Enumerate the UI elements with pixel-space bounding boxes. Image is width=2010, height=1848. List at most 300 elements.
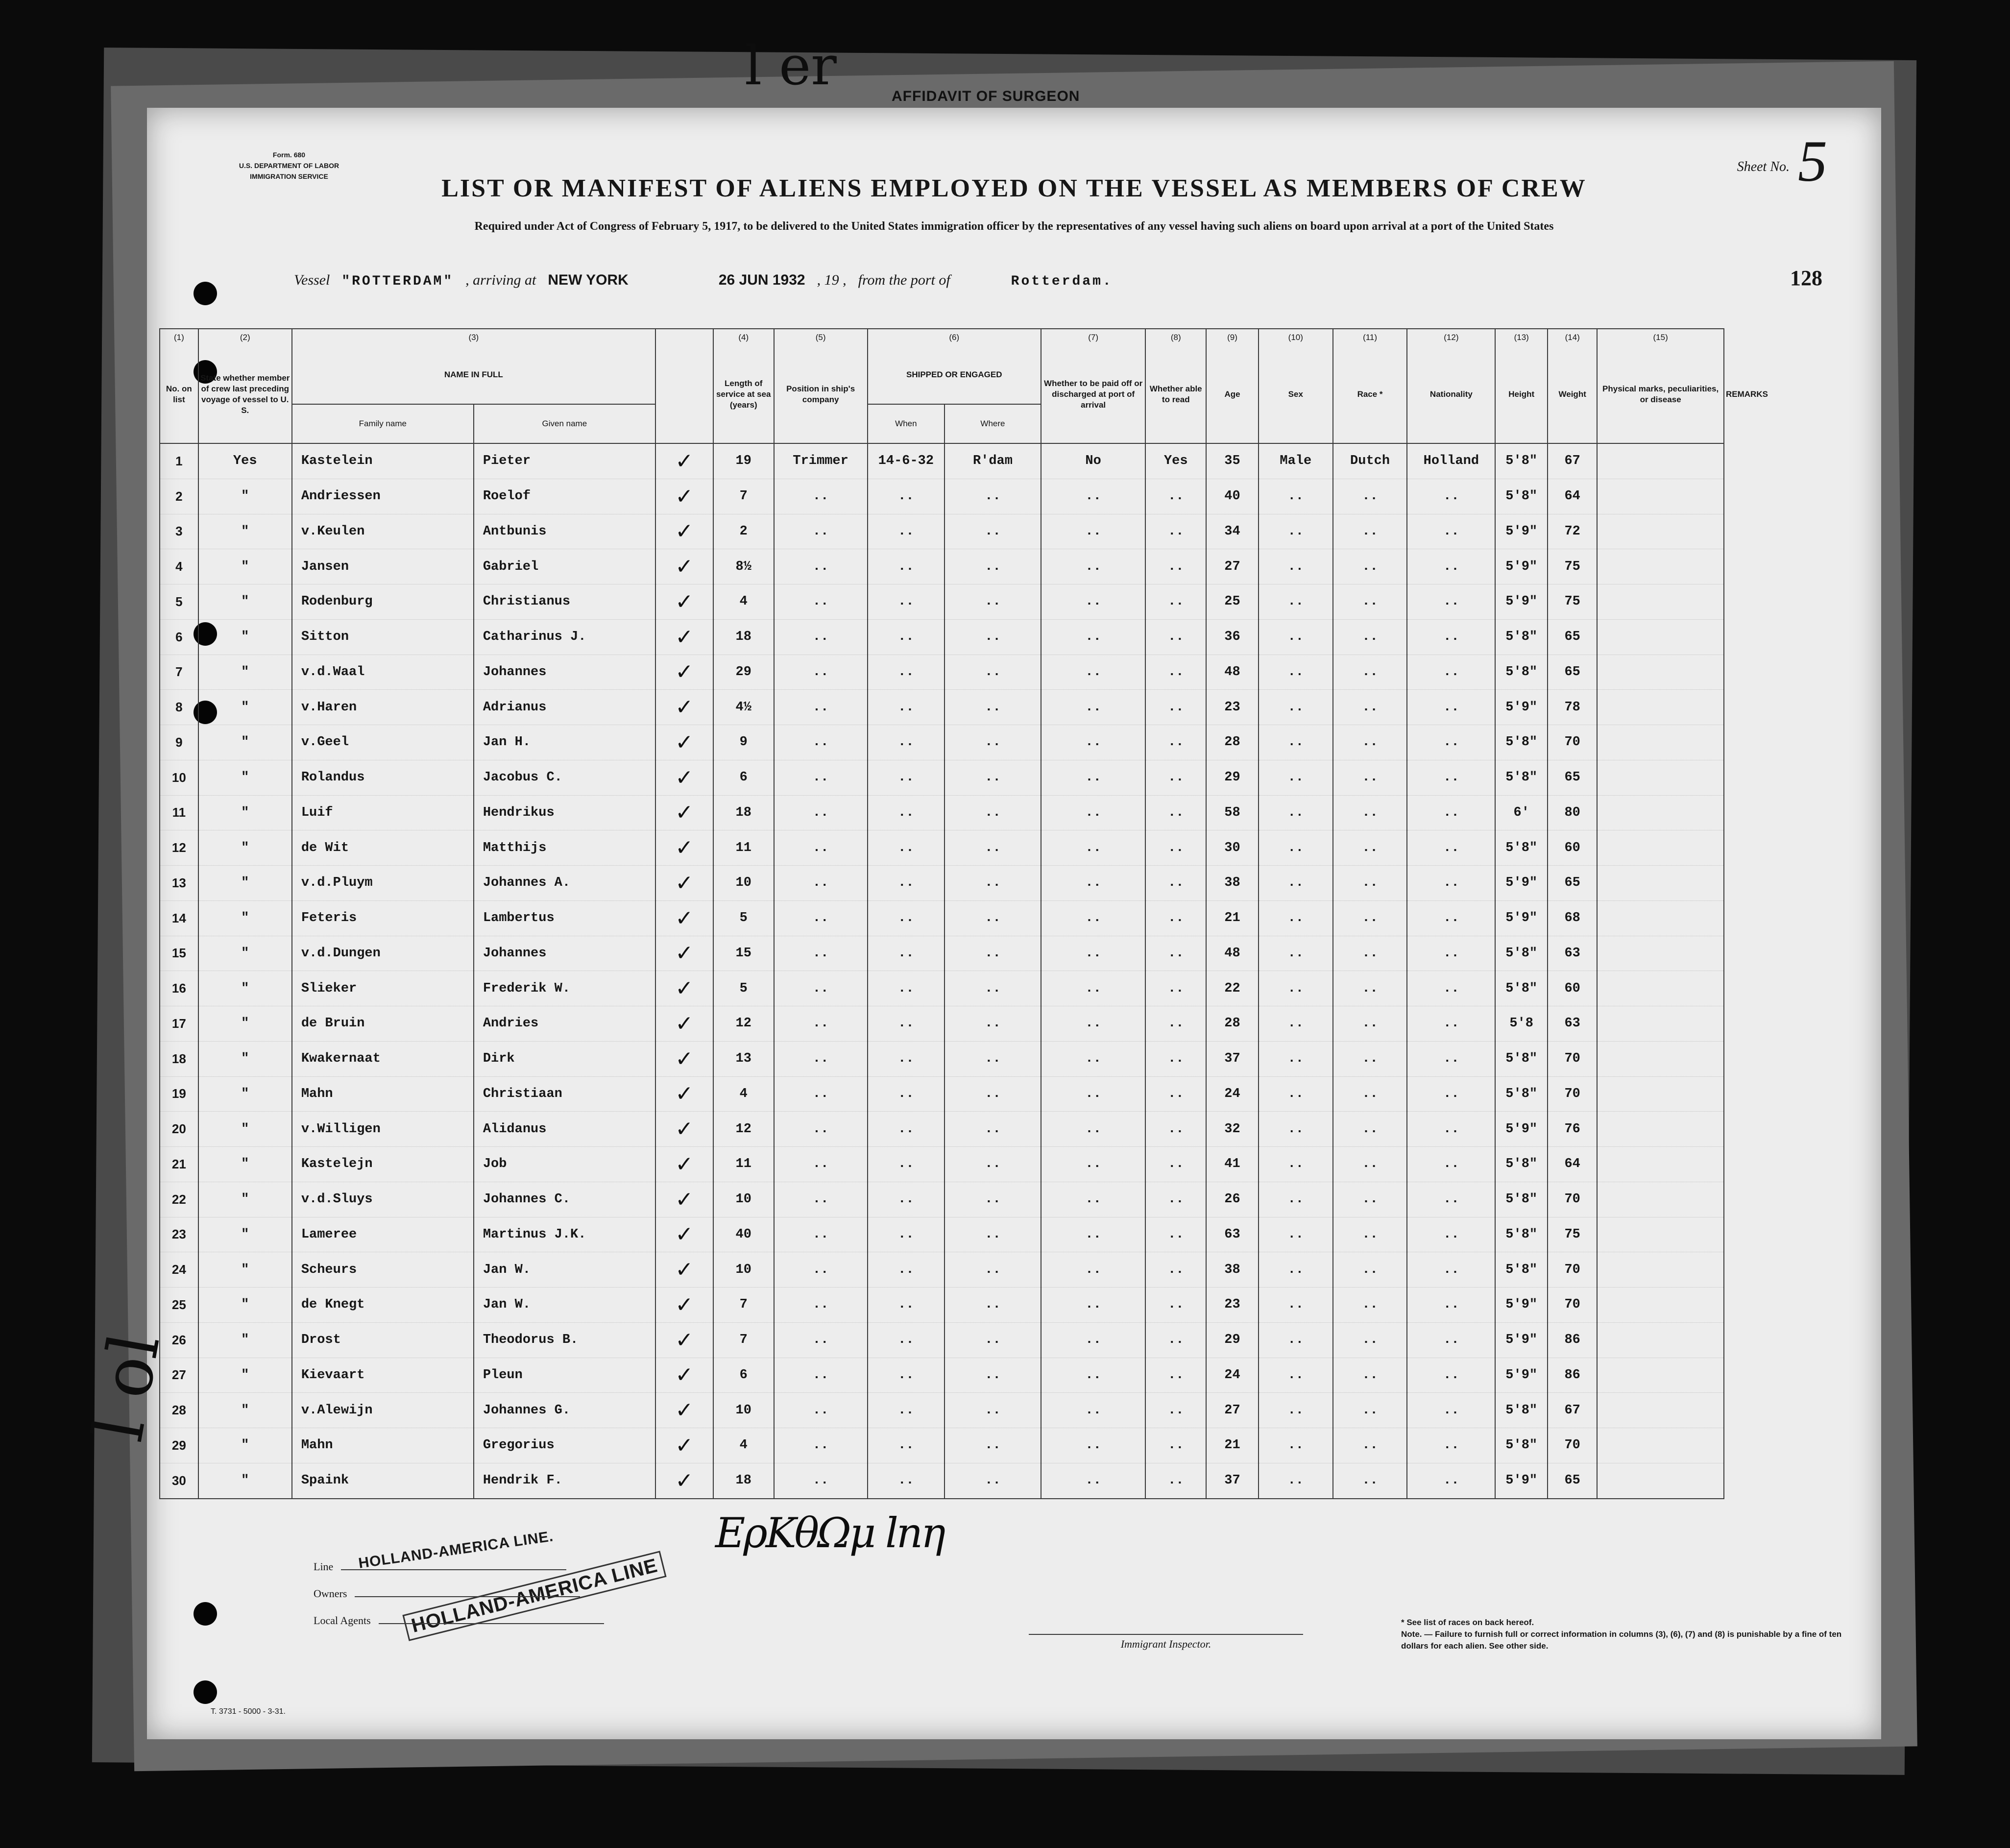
col-num: (4) [713,329,774,346]
height-cell: 5'9" [1495,1358,1548,1393]
physical-marks-cell [1597,1252,1724,1288]
header-state-whether: State whether member of crew last preceding voyage of vessel to U. S. [198,346,292,443]
family-name-cell: de Bruin [292,1006,474,1042]
sex-cell: .. [1259,795,1333,830]
shipped-when-cell: .. [868,1041,944,1076]
height-cell: 5'8" [1495,830,1548,866]
given-name-cell: Christiaan [474,1076,655,1112]
service-years-cell: 4 [713,584,774,620]
able-to-read-cell: .. [1145,514,1206,549]
sex-cell: .. [1259,1182,1333,1217]
crew-status-cell: " [198,1322,292,1358]
crew-status-cell: " [198,619,292,655]
company-stamp-line: HOLLAND-AMERICA LINE. [357,1528,555,1572]
table-row [160,1252,1724,1288]
col-num: (1) [160,329,198,346]
col-num: (11) [1333,329,1407,346]
line-number-cell: 15 [160,936,198,971]
age-cell: 21 [1206,1428,1259,1463]
family-name-cell: Luif [292,795,474,830]
nationality-cell: .. [1407,1076,1495,1112]
race-cell: .. [1333,1252,1407,1288]
table-row [160,1428,1724,1463]
sex-cell: .. [1259,866,1333,901]
nationality-cell: .. [1407,1041,1495,1076]
physical-marks-cell [1597,690,1724,725]
weight-cell: 75 [1548,584,1597,620]
physical-marks-cell [1597,1217,1724,1252]
service-years-cell: 10 [713,1393,774,1428]
race-cell: .. [1333,830,1407,866]
vessel-name: "ROTTERDAM" [341,274,454,289]
shipped-where-cell: .. [944,549,1041,584]
height-cell: 5'8" [1495,619,1548,655]
age-cell: 48 [1206,936,1259,971]
check-mark-cell: ✓ [655,584,713,620]
crew-status-cell: " [198,900,292,936]
header-family-name: Family name [292,404,474,443]
race-cell: .. [1333,1393,1407,1428]
given-name-cell: Jan W. [474,1288,655,1323]
age-cell: 32 [1206,1112,1259,1147]
weight-cell: 60 [1548,971,1597,1006]
line-number-cell: 8 [160,690,198,725]
age-cell: 30 [1206,830,1259,866]
height-cell: 5'8" [1495,936,1548,971]
affidavit-heading: AFFIDAVIT OF SURGEON [892,88,1080,104]
shipped-where-cell: .. [944,1147,1041,1182]
nationality-cell: .. [1407,1112,1495,1147]
service-years-cell: 5 [713,900,774,936]
age-cell: 27 [1206,549,1259,584]
position-cell: .. [774,619,868,655]
table-row [160,549,1724,584]
shipped-when-cell: .. [868,1147,944,1182]
col-num: (10) [1259,329,1333,346]
age-cell: 36 [1206,619,1259,655]
shipped-where-cell: .. [944,655,1041,690]
line-number-cell: 16 [160,971,198,1006]
crew-status-cell: " [198,690,292,725]
weight-cell: 70 [1548,1252,1597,1288]
physical-marks-cell [1597,619,1724,655]
weight-cell: 64 [1548,1147,1597,1182]
paid-off-cell: .. [1041,830,1146,866]
physical-marks-cell [1597,1428,1724,1463]
position-cell: .. [774,1112,868,1147]
race-cell: .. [1333,479,1407,514]
age-cell: 28 [1206,725,1259,760]
service-years-cell: 19 [713,443,774,479]
form-number: Form. 680 [272,151,306,159]
height-cell: 5'8" [1495,443,1548,479]
height-cell: 5'9" [1495,1112,1548,1147]
line-number-cell: 19 [160,1076,198,1112]
family-name-cell: Kievaart [292,1358,474,1393]
paid-off-cell: .. [1041,1252,1146,1288]
service-years-cell: 15 [713,936,774,971]
height-cell: 5'8" [1495,655,1548,690]
col-num: (7) [1041,329,1146,346]
line-number-cell: 18 [160,1041,198,1076]
family-name-cell: Jansen [292,549,474,584]
physical-marks-cell [1597,1041,1724,1076]
header-position: Position in ship's company [774,346,868,443]
sex-cell: .. [1259,1463,1333,1498]
given-name-cell: Johannes G. [474,1393,655,1428]
service-years-cell: 10 [713,1252,774,1288]
line-number-cell: 7 [160,655,198,690]
paid-off-cell: .. [1041,1076,1146,1112]
height-cell: 5'8" [1495,1217,1548,1252]
crew-status-cell: " [198,1217,292,1252]
table-row [160,971,1724,1006]
table-row [160,725,1724,760]
able-to-read-cell: .. [1145,1288,1206,1323]
given-name-cell: Johannes C. [474,1182,655,1217]
family-name-cell: Sitton [292,619,474,655]
from-port: Rotterdam. [1011,274,1113,289]
line-number-cell: 9 [160,725,198,760]
check-mark-cell: ✓ [655,936,713,971]
sex-cell: .. [1259,971,1333,1006]
line-number-cell: 10 [160,760,198,795]
header-check-column [655,346,713,443]
header-age: Age [1206,346,1259,443]
shipped-when-cell: .. [868,866,944,901]
able-to-read-cell: .. [1145,1076,1206,1112]
agents-label: Local Agents [314,1614,371,1627]
family-name-cell: v.d.Sluys [292,1182,474,1217]
family-name-cell: Slieker [292,971,474,1006]
family-name-cell: Mahn [292,1428,474,1463]
given-name-cell: Hendrik F. [474,1463,655,1498]
position-cell: .. [774,549,868,584]
sex-cell: .. [1259,1428,1333,1463]
height-cell: 5'9" [1495,866,1548,901]
paid-off-cell: .. [1041,866,1146,901]
check-mark-cell: ✓ [655,1393,713,1428]
col-num [655,329,713,346]
age-cell: 63 [1206,1217,1259,1252]
shipped-when-cell: .. [868,936,944,971]
service-years-cell: 18 [713,795,774,830]
header-sex: Sex [1259,346,1333,443]
sex-cell: .. [1259,619,1333,655]
nationality-cell: .. [1407,900,1495,936]
service-years-cell: 4 [713,1076,774,1112]
table-row [160,1217,1724,1252]
shipped-when-cell: .. [868,479,944,514]
position-cell: .. [774,1076,868,1112]
age-cell: 23 [1206,690,1259,725]
position-cell: .. [774,1358,868,1393]
sex-cell: .. [1259,1252,1333,1288]
table-row [160,1288,1724,1323]
shipped-when-cell: .. [868,690,944,725]
sex-cell: .. [1259,1076,1333,1112]
crew-status-cell: " [198,830,292,866]
shipped-when-cell: .. [868,1182,944,1217]
shipped-where-cell: .. [944,830,1041,866]
shipped-when-cell: .. [868,760,944,795]
given-name-cell: Jan W. [474,1252,655,1288]
height-cell: 5'8" [1495,725,1548,760]
family-name-cell: v.d.Waal [292,655,474,690]
sheet-label: Sheet No. [1737,159,1790,174]
physical-marks-cell [1597,514,1724,549]
sex-cell: .. [1259,1358,1333,1393]
able-to-read-cell: .. [1145,1463,1206,1498]
physical-marks-cell [1597,1393,1724,1428]
paid-off-cell: .. [1041,1041,1146,1076]
age-cell: 26 [1206,1182,1259,1217]
family-name-cell: de Wit [292,830,474,866]
family-name-cell: Andriessen [292,479,474,514]
paid-off-cell: .. [1041,1463,1146,1498]
weight-cell: 64 [1548,479,1597,514]
check-mark-cell: ✓ [655,619,713,655]
check-mark-cell: ✓ [655,830,713,866]
position-cell: .. [774,1006,868,1042]
position-cell: .. [774,514,868,549]
table-row [160,443,1724,479]
sex-cell: .. [1259,1147,1333,1182]
position-cell: .. [774,866,868,901]
check-mark-cell: ✓ [655,1463,713,1498]
paid-off-cell: .. [1041,1147,1146,1182]
weight-cell: 70 [1548,725,1597,760]
nationality-cell: .. [1407,690,1495,725]
vessel-label: Vessel [294,272,330,288]
check-mark-cell: ✓ [655,795,713,830]
crew-status-cell: " [198,1463,292,1498]
table-row [160,1041,1724,1076]
header-where: Where [944,404,1041,443]
line-label: Line [314,1560,334,1573]
check-mark-cell: ✓ [655,1428,713,1463]
paid-off-cell: .. [1041,1288,1146,1323]
shipped-when-cell: .. [868,1252,944,1288]
nationality-cell: Holland [1407,443,1495,479]
position-cell: .. [774,1428,868,1463]
line-number-cell: 20 [160,1112,198,1147]
check-mark-cell: ✓ [655,760,713,795]
service-years-cell: 12 [713,1006,774,1042]
able-to-read-cell: .. [1145,971,1206,1006]
check-mark-cell: ✓ [655,1147,713,1182]
age-cell: 37 [1206,1041,1259,1076]
able-to-read-cell: .. [1145,830,1206,866]
check-mark-cell: ✓ [655,1217,713,1252]
race-cell: .. [1333,1182,1407,1217]
page-number: 128 [1790,266,1822,290]
age-cell: 29 [1206,760,1259,795]
footnote-note: Note. — Failure to furnish full or correct information in columns (3), (6), (7) and (8) is punishable by a fine of ten dollars for each alien. See other side. [1401,1629,1842,1651]
position-cell: .. [774,1322,868,1358]
family-name-cell: v.Alewijn [292,1393,474,1428]
age-cell: 58 [1206,795,1259,830]
given-name-cell: Lambertus [474,900,655,936]
table-row [160,479,1724,514]
col-num: (15) [1597,329,1724,346]
paid-off-cell: .. [1041,479,1146,514]
shipped-where-cell: .. [944,1041,1041,1076]
family-name-cell: v.Haren [292,690,474,725]
position-cell: .. [774,971,868,1006]
line-underline [341,1569,566,1570]
able-to-read-cell: .. [1145,1182,1206,1217]
height-cell: 5'9" [1495,1463,1548,1498]
height-cell: 6' [1495,795,1548,830]
service-years-cell: 13 [713,1041,774,1076]
table-row [160,760,1724,795]
able-to-read-cell: .. [1145,1147,1206,1182]
weight-cell: 75 [1548,1217,1597,1252]
check-mark-cell: ✓ [655,479,713,514]
position-cell: .. [774,1393,868,1428]
shipped-when-cell: .. [868,514,944,549]
table-row [160,655,1724,690]
line-number-cell: 23 [160,1217,198,1252]
service-years-cell: 5 [713,971,774,1006]
owners-field [314,1580,604,1607]
header-no-on-list: No. on list [160,346,198,443]
sex-cell: .. [1259,1393,1333,1428]
race-cell: .. [1333,900,1407,936]
able-to-read-cell: .. [1145,760,1206,795]
paid-off-cell: .. [1041,1322,1146,1358]
inspector-signature: ΕρΚθΩμ lnη [715,1509,944,1557]
able-to-read-cell: .. [1145,690,1206,725]
height-cell: 5'8" [1495,479,1548,514]
race-cell: .. [1333,690,1407,725]
manifest-rows [160,443,1724,1499]
owners-underline [355,1596,580,1597]
physical-marks-cell [1597,1288,1724,1323]
shipped-when-cell: 14-6-32 [868,443,944,479]
sex-cell: .. [1259,584,1333,620]
table-row [160,690,1724,725]
table-row [160,619,1724,655]
nationality-cell: .. [1407,795,1495,830]
header-race: Race * [1333,346,1407,443]
given-name-cell: Gabriel [474,549,655,584]
given-name-cell: Adrianus [474,690,655,725]
service-years-cell: 29 [713,655,774,690]
physical-marks-cell [1597,936,1724,971]
sex-cell: .. [1259,1288,1333,1323]
check-mark-cell: ✓ [655,971,713,1006]
shipped-when-cell: .. [868,584,944,620]
race-cell: .. [1333,1358,1407,1393]
age-cell: 37 [1206,1463,1259,1498]
weight-cell: 78 [1548,690,1597,725]
table-row [160,1358,1724,1393]
shipped-where-cell: .. [944,1217,1041,1252]
punch-hole [194,1680,217,1704]
height-cell: 5'8" [1495,1041,1548,1076]
race-cell: Dutch [1333,443,1407,479]
nationality-cell: .. [1407,549,1495,584]
able-to-read-cell: .. [1145,1428,1206,1463]
position-cell: .. [774,690,868,725]
physical-marks-cell [1597,443,1724,479]
sex-cell: .. [1259,725,1333,760]
table-row [160,1322,1724,1358]
line-number-cell: 26 [160,1322,198,1358]
paid-off-cell: .. [1041,971,1146,1006]
table-row [160,1147,1724,1182]
able-to-read-cell: .. [1145,795,1206,830]
agents-field [314,1607,604,1634]
service-years-cell: 40 [713,1217,774,1252]
line-number-cell: 29 [160,1428,198,1463]
height-cell: 5'9" [1495,900,1548,936]
weight-cell: 75 [1548,549,1597,584]
position-cell: .. [774,760,868,795]
shipped-where-cell: R'dam [944,443,1041,479]
race-cell: .. [1333,514,1407,549]
weight-cell: 63 [1548,1006,1597,1042]
shipped-where-cell: .. [944,936,1041,971]
weight-cell: 70 [1548,1076,1597,1112]
arriving-port: NEW YORK [548,272,629,288]
nationality-cell: .. [1407,1182,1495,1217]
position-cell: .. [774,1147,868,1182]
able-to-read-cell: .. [1145,1358,1206,1393]
family-name-cell: v.d.Pluym [292,866,474,901]
footnote [1401,1617,1842,1652]
family-name-cell: Scheurs [292,1252,474,1288]
age-cell: 28 [1206,1006,1259,1042]
service-years-cell: 10 [713,866,774,901]
weight-cell: 72 [1548,514,1597,549]
nationality-cell: .. [1407,1428,1495,1463]
position-cell: .. [774,900,868,936]
nationality-cell: .. [1407,1252,1495,1288]
col-num: (5) [774,329,868,346]
table-row [160,795,1724,830]
family-name-cell: Feteris [292,900,474,936]
check-mark-cell: ✓ [655,1041,713,1076]
height-cell: 5'8" [1495,971,1548,1006]
age-cell: 27 [1206,1393,1259,1428]
company-stamp-agents: HOLLAND-AMERICA LINE [402,1551,666,1641]
page-subtitle: Required under Act of Congress of February 5, 1917, to be delivered to the United States immigration officer by the representatives of any vessel having such aliens on board upon arrival at a port of the United States [474,220,1554,233]
shipped-when-cell: .. [868,1358,944,1393]
shipped-where-cell: .. [944,1288,1041,1323]
physical-marks-cell [1597,584,1724,620]
crew-status-cell: Yes [198,443,292,479]
check-mark-cell: ✓ [655,1288,713,1323]
col-num: (14) [1548,329,1597,346]
paid-off-cell: .. [1041,514,1146,549]
crew-status-cell: " [198,479,292,514]
shipped-where-cell: .. [944,1182,1041,1217]
sex-cell: .. [1259,760,1333,795]
able-to-read-cell: .. [1145,655,1206,690]
crew-status-cell: " [198,1147,292,1182]
able-to-read-cell: .. [1145,900,1206,936]
service-years-cell: 7 [713,1288,774,1323]
line-number-cell: 30 [160,1463,198,1498]
able-to-read-cell: Yes [1145,443,1206,479]
nationality-cell: .. [1407,655,1495,690]
position-cell: .. [774,830,868,866]
paid-off-cell: .. [1041,1393,1146,1428]
race-cell: .. [1333,619,1407,655]
